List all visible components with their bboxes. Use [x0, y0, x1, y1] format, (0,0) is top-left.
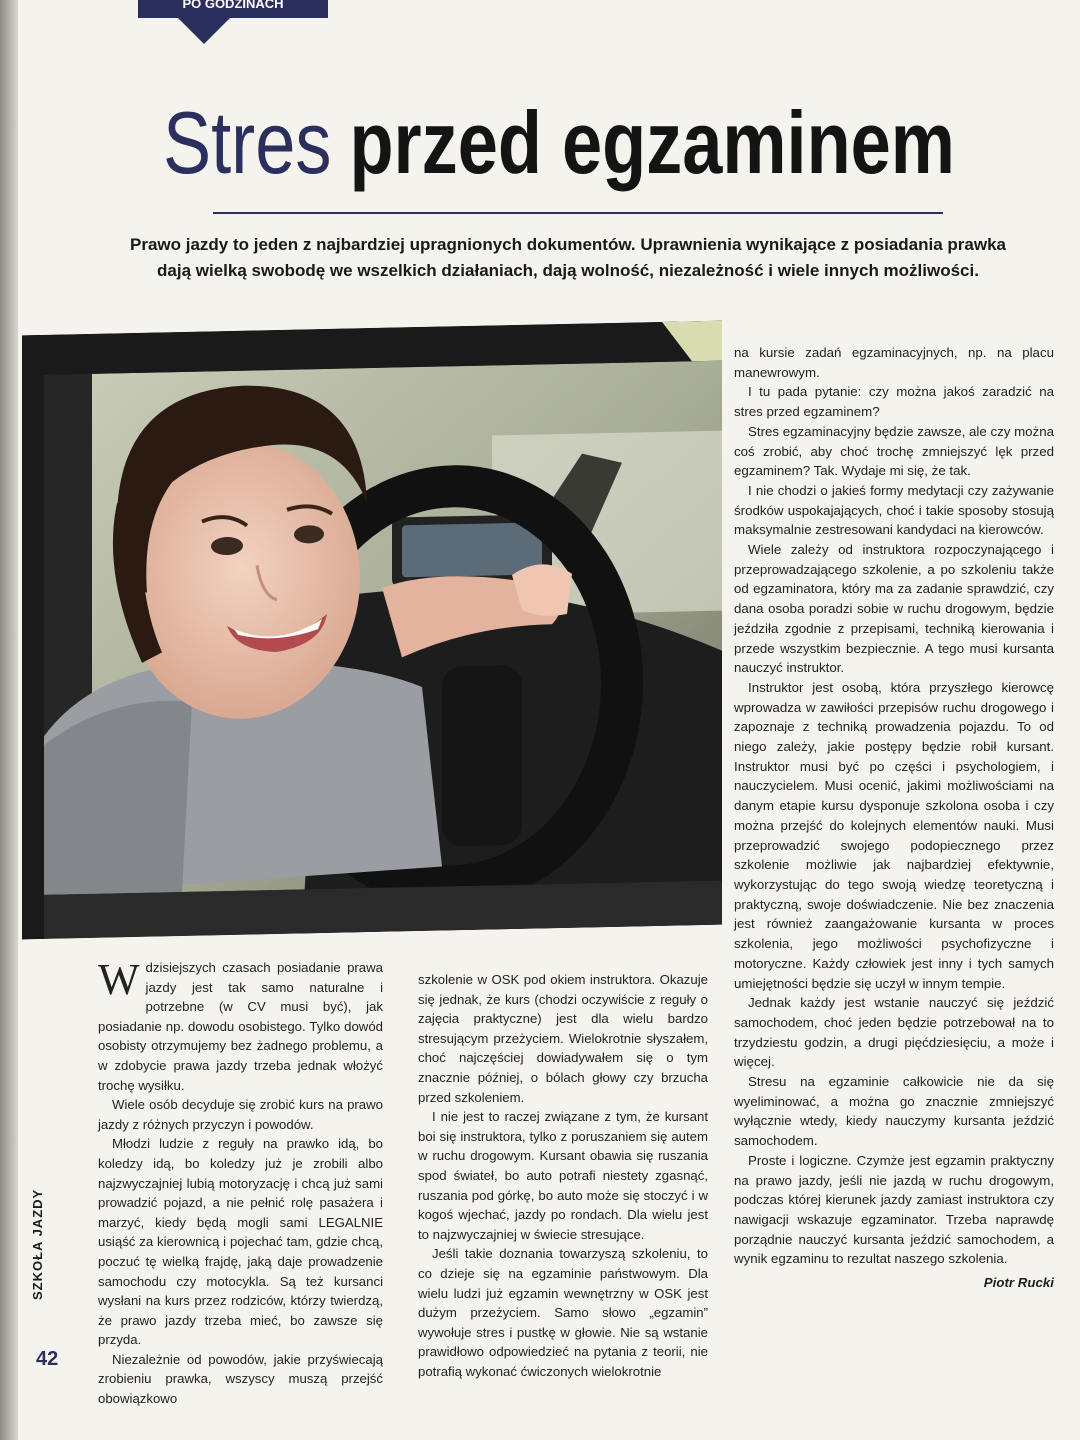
- paragraph: Stresu na egzaminie całkowicie nie da się wyeliminować, a można go znacznie zmniejszyć wyłącznie wtedy, kiedy nauczymy kursanta jeździć samochodem.: [734, 1074, 1054, 1149]
- paragraph: Stres egzaminacyjny będzie zawsze, ale czy można coś zrobić, aby choć trochę zmniejszyć lęk przed egzaminem? Tak. Wydaje mi się, że tak.: [734, 423, 1054, 479]
- photo-illustration: [22, 321, 722, 940]
- paragraph: na kursie zadań egzaminacyjnych, np. na placu manewrowym.: [734, 345, 1054, 380]
- headline-bold: przed egzaminem: [349, 93, 955, 192]
- paragraph: Młodzi ludzie z reguły na prawko idą, bo koledzy idą, bo koledzy już je zrobili albo najzwyczajniej lubią motoryzację i chcą już sami prowadzić pojazd, a nie pełnić rolę pasażera i marzyć, kiedy będą mogli sami LEGALNIE usiąść za kierownicą i pojechać tam, gdzie chcą, poczuć tę wielką frajdę, jaką daje prowadzenie samochodu czy motocykla. Są też kursanci wysłani na kurs przez rodziców, którzy twierdzą, że prawo jazdy trzeba mieć, bo zawsze się przyda.: [98, 1136, 383, 1348]
- paragraph: I nie jest to raczej związane z tym, że kursant boi się instruktora, tylko z poruszaniem się autem w ruchu drogowym. Kursant obawia się ruszania spod świateł, bo auto potrafi niestety zgasnąć, ruszania pod górkę, bo auto może się stoczyć i w kogoś wjechać, jazdy po rondach. Dla wielu jest to najzwyczajniej w świecie stresujące.: [418, 1109, 708, 1242]
- paragraph: Proste i logiczne. Czymże jest egzamin praktyczny na prawo jazdy, jeśli nie jazdą w ruchu drogowym, podczas której kierunek jazdy zamiast instruktora czy nawigacji wskazuje egzaminator. Trzeba naprawdę porządnie nauczyć kursanta jeździć samochodem, a wynik egzaminu to rezultat naszego szkolenia.: [734, 1152, 1054, 1267]
- paragraph: Wiele osób decyduje się zrobić kurs na prawo jazdy z różnych przyczyn i powodów.: [98, 1097, 383, 1132]
- paragraph: I tu pada pytanie: czy można jakoś zaradzić na stres przed egzaminem?: [734, 384, 1054, 420]
- drop-cap: W: [98, 955, 140, 1004]
- paragraph: Jednak każdy jest wstanie nauczyć się jeździć samochodem, choć jeden będzie potrzebował na to trzydziestu godzin, a drugi pięćdziesięciu, a może i więcej.: [734, 995, 1054, 1070]
- headline-light: Stres: [163, 93, 332, 192]
- section-tab: PO GODZINACH: [138, 0, 328, 18]
- lead-paragraph: Prawo jazdy to jeden z najbardziej upragnionych dokumentów. Uprawnienia wynikające z posiadania prawka dają wielką swobodę we wszelkich działaniach, dają wolność, niezależność i wiele innych możliwości.: [129, 235, 1007, 280]
- paragraph-text: dzisiejszych czasach posiadanie prawa jazdy jest tak samo naturalne i potrzebne (w CV musi być), jak posiadanie np. dowodu osobistego. Tylko dowód osobisty otrzymujemy bez żadnego problemu, a w zdobycie prawa jazdy trzeba jednak włożyć trochę wysiłku.: [98, 960, 383, 1093]
- headline-rule: [213, 212, 943, 214]
- headline: [163, 88, 955, 198]
- article-column-left: [98, 955, 383, 1409]
- paragraph: szkolenie w OSK pod okiem instruktora. Okazuje się jednak, że kurs (chodzi oczywiście z reguły o zajęcia praktyczne) jest dla wielu bardzo stresującym przeżyciem. Wielokrotnie słyszałem, choć najczęściej dowiadywałem się o tym znacznie później, o bólach głowy czy brzucha przed szkoleniem.: [418, 972, 708, 1105]
- article-column-middle: [418, 970, 708, 1381]
- paragraph: Wiele zależy od instruktora rozpoczynającego i przeprowadzającego szkolenie, a po szkoleniu także od egzaminatora, który ma za zadanie sprawdzić, czy dana osoba poradzi sobie w ruchu drogowym, będzie jeździła zgodnie z przepisami, techniką kierowania i przede wszystkim bezpiecznie. A tego musi kursanta nauczyć instruktor.: [734, 542, 1054, 676]
- sidebar-section-label: SZKOŁA JAZDY: [30, 1188, 45, 1300]
- paragraph: I nie chodzi o jakieś formy medytacji czy zażywanie środków uspokajających, choć i takie sposoby stosują maksymalnie zestresowani kandydaci na kierowców.: [734, 482, 1054, 538]
- author-byline: Piotr Rucki: [983, 1275, 1054, 1291]
- section-tab-arrow: [178, 18, 230, 44]
- photo-woman-in-car: [22, 321, 722, 940]
- paragraph: Jeśli takie doznania towarzyszą szkoleniu, to co dzieje się na egzaminie państwowym. Dla wielu ludzi już egzamin wewnętrzny w OSK jest dużym przeżyciem. Samo słowo „egzamin” wywołuje stres i pustkę w głowie. Nie są wstanie prawidłowo odpowiedzieć na pytania z teorii, nie potrafią wykonać ćwiczonych wielokrotnie: [418, 1246, 708, 1379]
- page-number: 42: [36, 1348, 59, 1370]
- paragraph: [98, 955, 383, 1095]
- magazine-page: [18, 0, 1080, 1440]
- article-column-right: [734, 343, 1054, 1293]
- page-edge: [0, 0, 18, 1440]
- paragraph: Niezależnie od powodów, jakie przyświecają zrobieniu prawka, wszyscy muszą przejść obowiązkowo: [98, 1351, 383, 1407]
- paragraph: Instruktor jest osobą, która przyszłego kierowcę wprowadza w zawiłości przepisów ruchu drogowego i zapoznaje z techniką prowadzenia pojazdu. To od niego zależy, jakie postępy będzie robił kursant. Instruktor musi być po części i psychologiem, i nauczycielem. Musi ocenić, jakimi możliwościami na danym etapie kursu dysponuje szkolona osoba i czy można przejść do kolejnych elementów nauki. Musi przeprowadzić swojego podopiecznego przez szkolenie możliwie jak najbardziej efektywnie, wykorzystując do tego swoją wiedzę teoretyczną i praktyczną, swoje doświadczenie. Nie bez znaczenia jest również zaangażowanie kursanta w proces szkolenia, jego możliwości psychofizyczne i motoryczne. Każdy człowiek jest inny i tych samych umiejętności będzie się uczył w innym tempie.: [734, 679, 1054, 991]
